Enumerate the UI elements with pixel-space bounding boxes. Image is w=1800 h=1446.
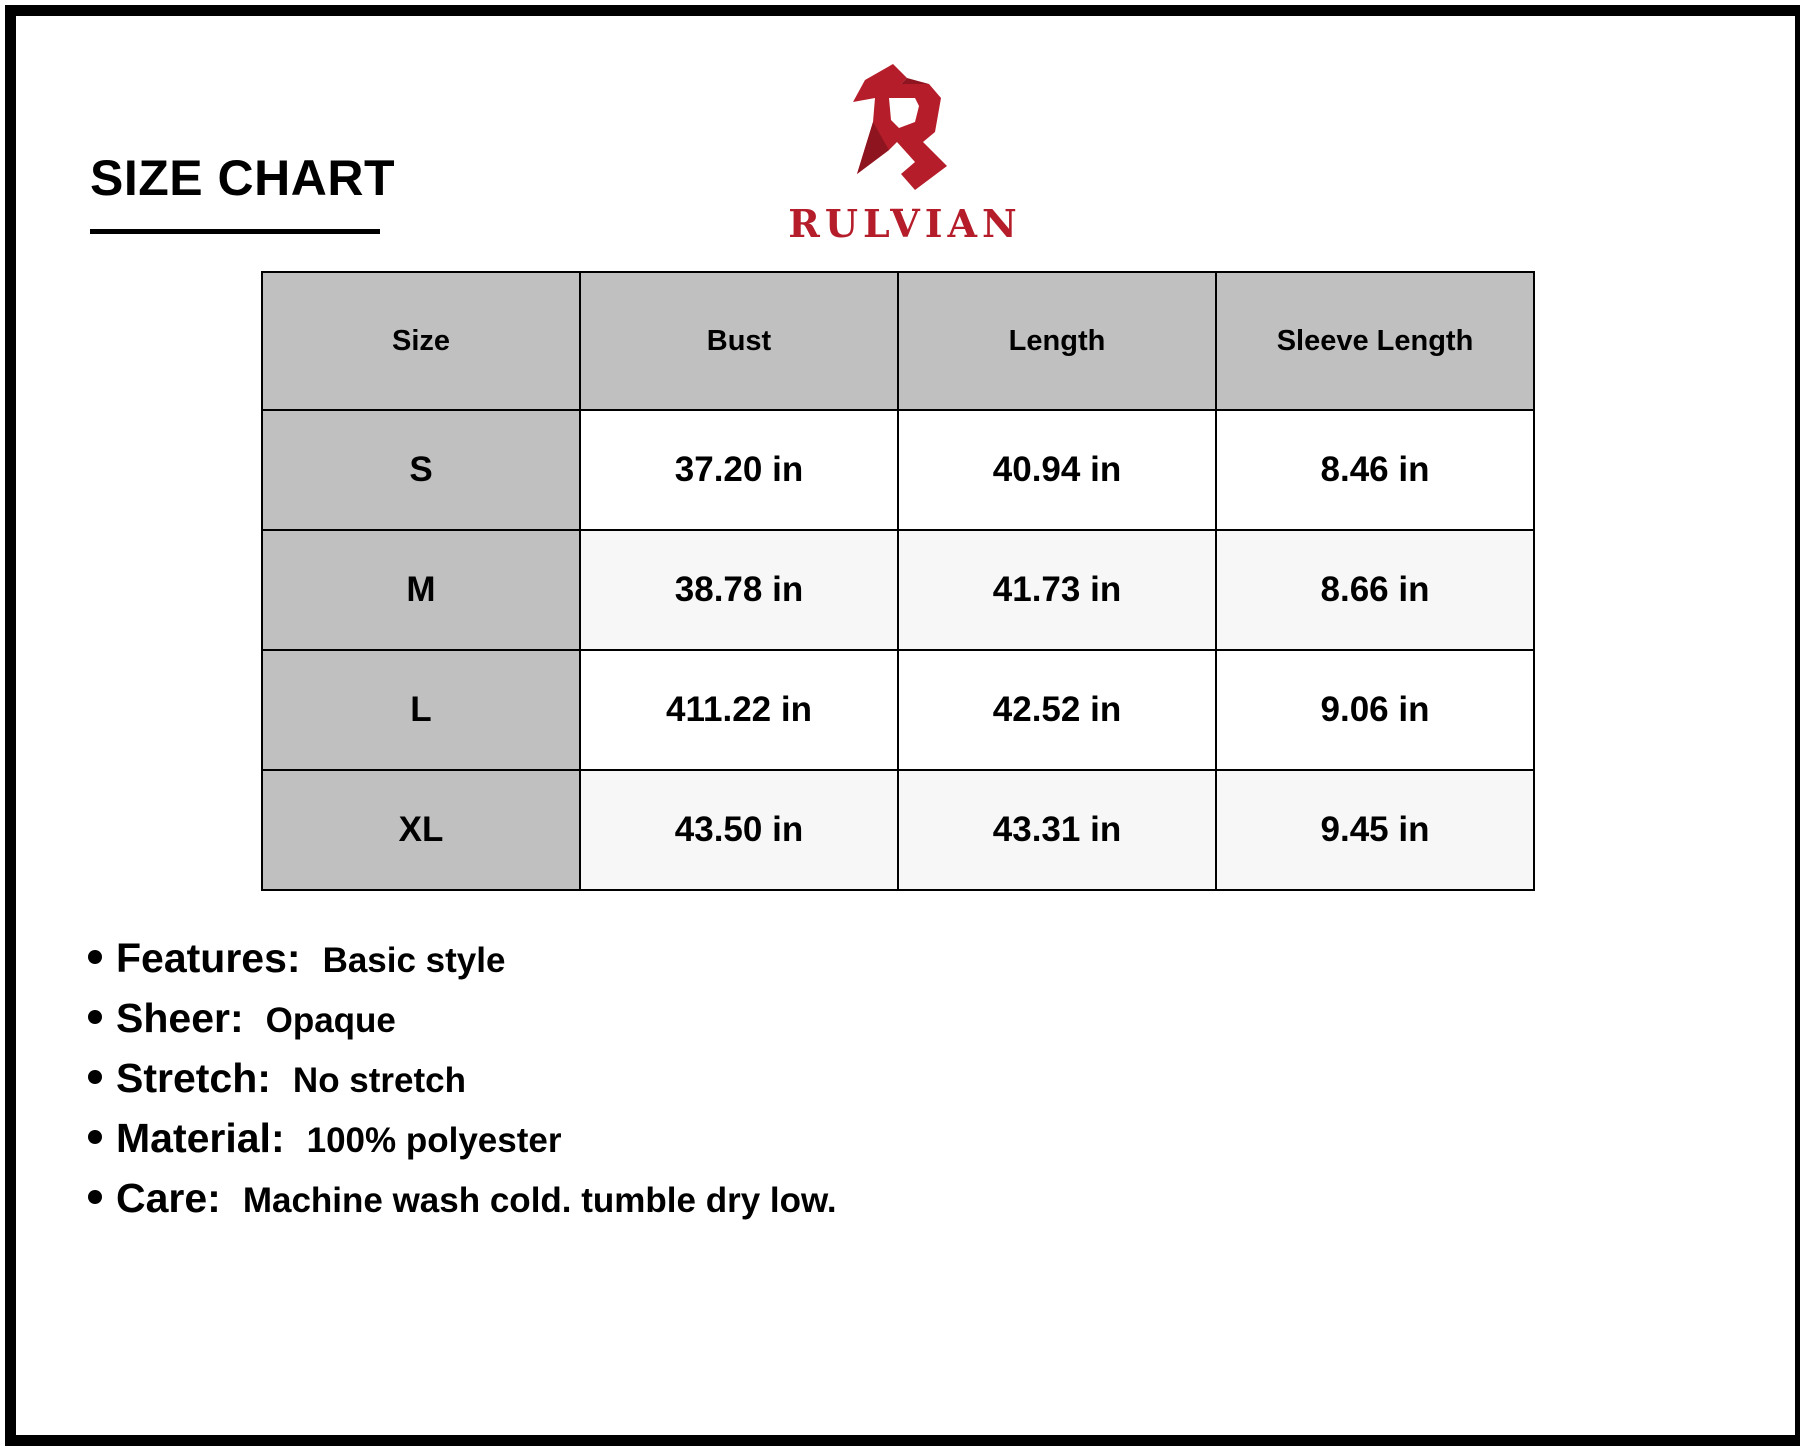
length-cell: 42.52 in	[898, 650, 1216, 770]
rulvian-r-logo-icon	[845, 62, 970, 197]
sleeve-cell: 9.06 in	[1216, 650, 1534, 770]
header-sleeve-length: Sleeve Length	[1216, 272, 1534, 410]
product-specs-list	[88, 935, 837, 1235]
header-length: Length	[898, 272, 1216, 410]
table-row	[262, 650, 1534, 770]
size-table	[261, 271, 1535, 891]
bust-cell: 411.22 in	[580, 650, 898, 770]
spec-value: No stretch	[292, 1061, 467, 1100]
length-cell: 41.73 in	[898, 530, 1216, 650]
header-size: Size	[262, 272, 580, 410]
list-item	[88, 1055, 837, 1115]
bust-cell: 37.20 in	[580, 410, 898, 530]
spec-label: Care:	[116, 1175, 221, 1221]
bullet-icon	[88, 1130, 102, 1144]
bullet-icon	[88, 1070, 102, 1084]
brand-name: RULVIAN	[788, 201, 1022, 246]
size-cell: L	[262, 650, 580, 770]
table-row	[262, 410, 1534, 530]
page-title: SIZE CHART	[90, 150, 395, 206]
spec-label: Stretch:	[116, 1055, 271, 1101]
size-cell: M	[262, 530, 580, 650]
list-item	[88, 995, 837, 1055]
list-item	[88, 1115, 837, 1175]
spec-label: Material:	[116, 1115, 285, 1161]
spec-value: Basic style	[322, 941, 506, 980]
sleeve-cell: 9.45 in	[1216, 770, 1534, 890]
bust-cell: 38.78 in	[580, 530, 898, 650]
title-underline	[90, 229, 380, 234]
bullet-icon	[88, 1010, 102, 1024]
sleeve-cell: 8.66 in	[1216, 530, 1534, 650]
spec-label: Features:	[116, 935, 301, 981]
bullet-icon	[88, 950, 102, 964]
bust-cell: 43.50 in	[580, 770, 898, 890]
list-item	[88, 935, 837, 995]
sleeve-cell: 8.46 in	[1216, 410, 1534, 530]
table-row	[262, 770, 1534, 890]
length-cell: 43.31 in	[898, 770, 1216, 890]
spec-value: 100% polyester	[306, 1121, 562, 1160]
bullet-icon	[88, 1190, 102, 1204]
spec-label: Sheer:	[116, 995, 244, 1041]
brand-logo	[785, 62, 1025, 247]
size-cell: S	[262, 410, 580, 530]
spec-value: Machine wash cold. tumble dry low.	[242, 1181, 837, 1220]
header-bust: Bust	[580, 272, 898, 410]
table-header-row	[262, 272, 1534, 410]
size-cell: XL	[262, 770, 580, 890]
table-row	[262, 530, 1534, 650]
length-cell: 40.94 in	[898, 410, 1216, 530]
spec-value: Opaque	[265, 1001, 396, 1040]
list-item	[88, 1175, 837, 1235]
